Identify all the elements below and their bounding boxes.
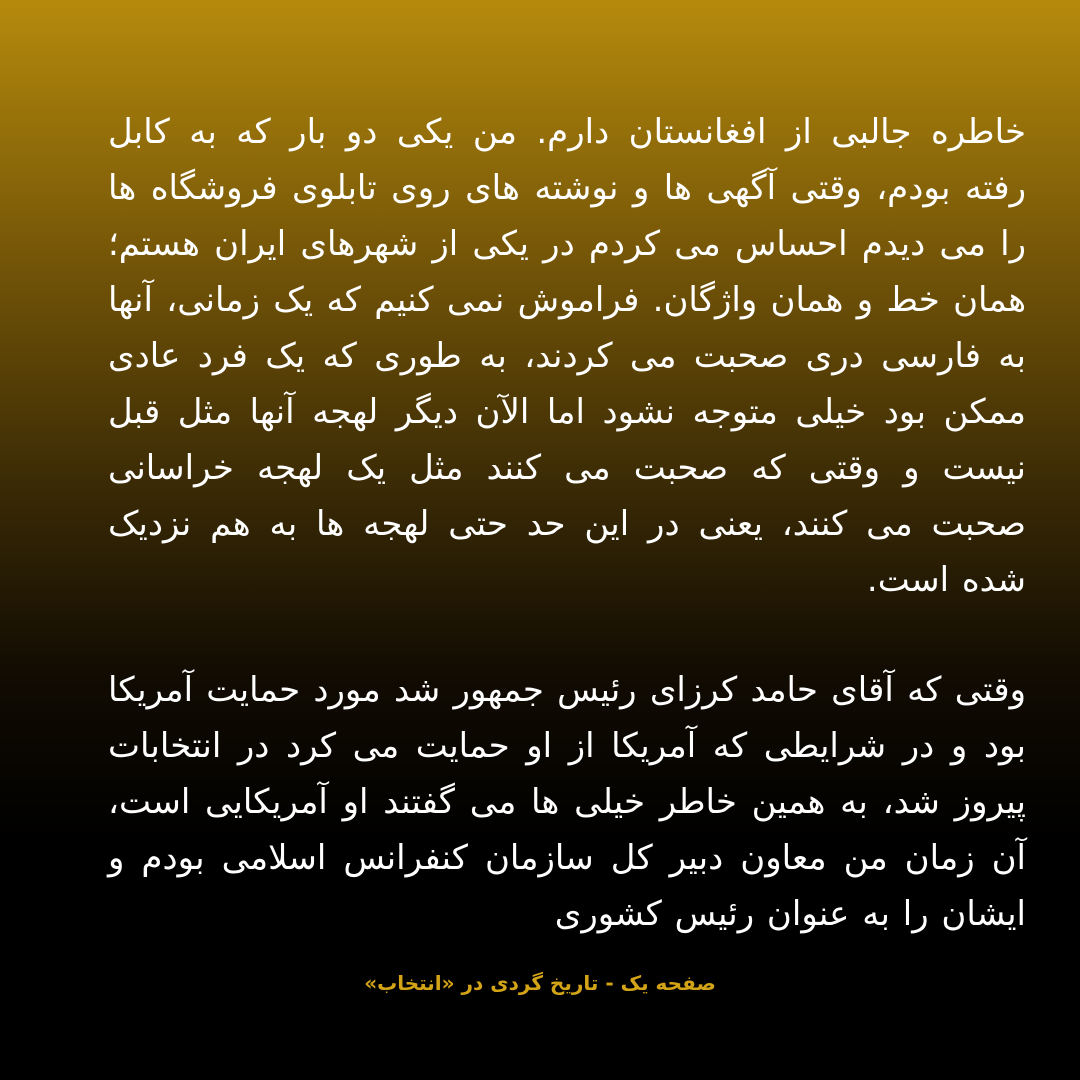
page-footer: صفحه یک - تاریخ گردی در «انتخاب» (364, 971, 716, 995)
paragraph-text: خاطره جالبی از افغانستان دارم. من یکی دو بار که به کابل رفته بودم، وقتی آگهی ها و نوشته های روی تابلوی فروشگاه ها را می دیدم احساس می کردم در یکی از شهرهای ایران هستم؛ همان خط و همان واژگان. فراموش نمی کنیم که یک زمانی، آنها به فارسی دری صحبت می کردند، به طوری که یک فرد عادی ممکن بود خیلی متوجه نشود اما الآن دیگر لهجه آنها مثل قبل نیست و وقتی که صحبت می کنند مثل یک لهجه خراسانی صحبت می کنند، یعنی در این حد حتی لهجه ها به هم نزدیک شده است. (108, 112, 1026, 600)
paragraph-text: وقتی که آقای حامد کرزای رئیس جمهور شد مورد حمایت آمریکا بود و در شرایطی که آمریکا از او حمایت می کرد در انتخابات پیروز شد، به همین خاطر خیلی ها می گفتند او آمریکایی است، آن زمان من معاون دبیر کل سازمان کنفرانس اسلامی بودم و ایشان را به عنوان رئیس کشوری (108, 670, 1026, 934)
